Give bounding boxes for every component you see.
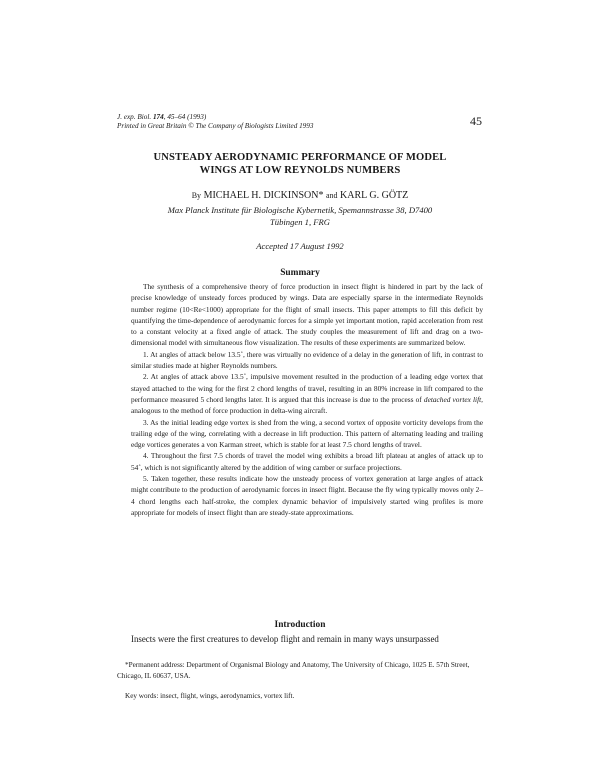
author-line: [117, 190, 483, 202]
title-line-2: WINGS AT LOW REYNOLDS NUMBERS: [199, 165, 401, 176]
summary-paragraph-intro: The synthesis of a comprehensive theory of force production in insect flight is hindered in part by the lack of precise knowledge of unsteady forces produced by wings. Data are especially sparse in the intermediate Reynolds number regime (10<Re<1000) appropriate for the flight of small insects. This paper attempts to fill this deficit by quantifying the time-dependence of aerodynamic forces for a simple yet important motion, rapid acceleration from rest to a constant velocity at a fixed angle of attack. The study couples the measurement of lift and drag on a two-dimensional model with simultaneous flow visualization. The results of these experiments are summarized below.: [131, 282, 483, 348]
summary-point-1: 1. At angles of attack below 13.5˚, there was virtually no evidence of a delay in the generation of lift, in contrast to similar studies made at higher Reynolds numbers.: [131, 349, 483, 371]
and-word: and: [325, 191, 338, 200]
author-dickinson: MICHAEL H. DICKINSON*: [203, 190, 324, 201]
paper-title: [117, 151, 483, 177]
author-gotz: KARL G. GÖTZ: [340, 190, 409, 201]
journal-citation-line: J. exp. Biol. 174, 45–64 (1993): [117, 113, 207, 121]
detached-vortex-lift-term: detached vortex lift,: [423, 394, 484, 404]
affiliation-line-2: Tübingen 1, FRG: [270, 216, 330, 227]
summary-point-4: 4. Throughout the first 7.5 chords of travel the model wing exhibits a broad lift plateau at angles of attack up to 54˚, which is not significantly altered by the addition of wing camber or surface projections.: [131, 451, 483, 472]
journal-reference: [117, 113, 313, 131]
accepted-date: Accepted 17 August 1992: [256, 241, 344, 251]
introduction-first-line: Insects were the first creatures to develop flight and remain in many ways unsurpassed: [131, 634, 439, 644]
introduction-heading: Introduction: [274, 620, 326, 630]
summary-body: [131, 281, 483, 518]
title-line-1: UNSTEADY AERODYNAMIC PERFORMANCE OF MODEL: [153, 152, 447, 163]
journal-publisher-line: Printed in Great Britain © The Company of Biologists Limited 1993: [117, 122, 314, 131]
summary-heading: Summary: [280, 268, 320, 278]
keywords: Key words: insect, flight, wings, aerodynamics, vortex lift.: [125, 692, 295, 700]
affiliation: [117, 205, 483, 228]
summary-point-5: 5. Taken together, these results indicate how the unsteady process of vortex generation at large angles of attack might contribute to the production of aerodynamic forces in insect flight. Because the fly wing typically moves only 2–4 chord lengths each half-stroke, the complex dynamic behavior of impulsively started wing profiles is more appropriate for models of insect flight than are steady-state approximations.: [131, 474, 483, 517]
footnote-permanent-address: *Permanent address: Department of Organismal Biology and Anatomy, The University of Chicago, 1025 E. 57th Street, Chicago, IL 60637, USA.: [117, 661, 470, 680]
by-word: By: [191, 191, 202, 200]
page-number: 45: [470, 114, 482, 128]
summary-point-2: 2. At angles of attack above 13.5˚, impulsive movement resulted in the production of a leading edge vortex that stayed attached to the wing for the first 2 chord lengths of travel, resulting in an 80% increase in lift compared to the performance measured 5 chord lengths later. It is argued that this increase is due to the process of detached vortex lift, analogous to the method of force production in delta-wing aircraft.: [131, 372, 484, 416]
affiliation-line-1: Max Planck Institute für Biologische Kybernetik, Spemannstrasse 38, D7400: [167, 205, 433, 215]
summary-point-3: 3. As the initial leading edge vortex is shed from the wing, a second vortex of opposite vorticity develops from the trailing edge of the wing, correlating with a decrease in lift production. This pattern of alternating leading and trailing edge vortices generates a von Karman street, which is stable for at least 7.5 chord lengths of travel.: [131, 417, 483, 450]
